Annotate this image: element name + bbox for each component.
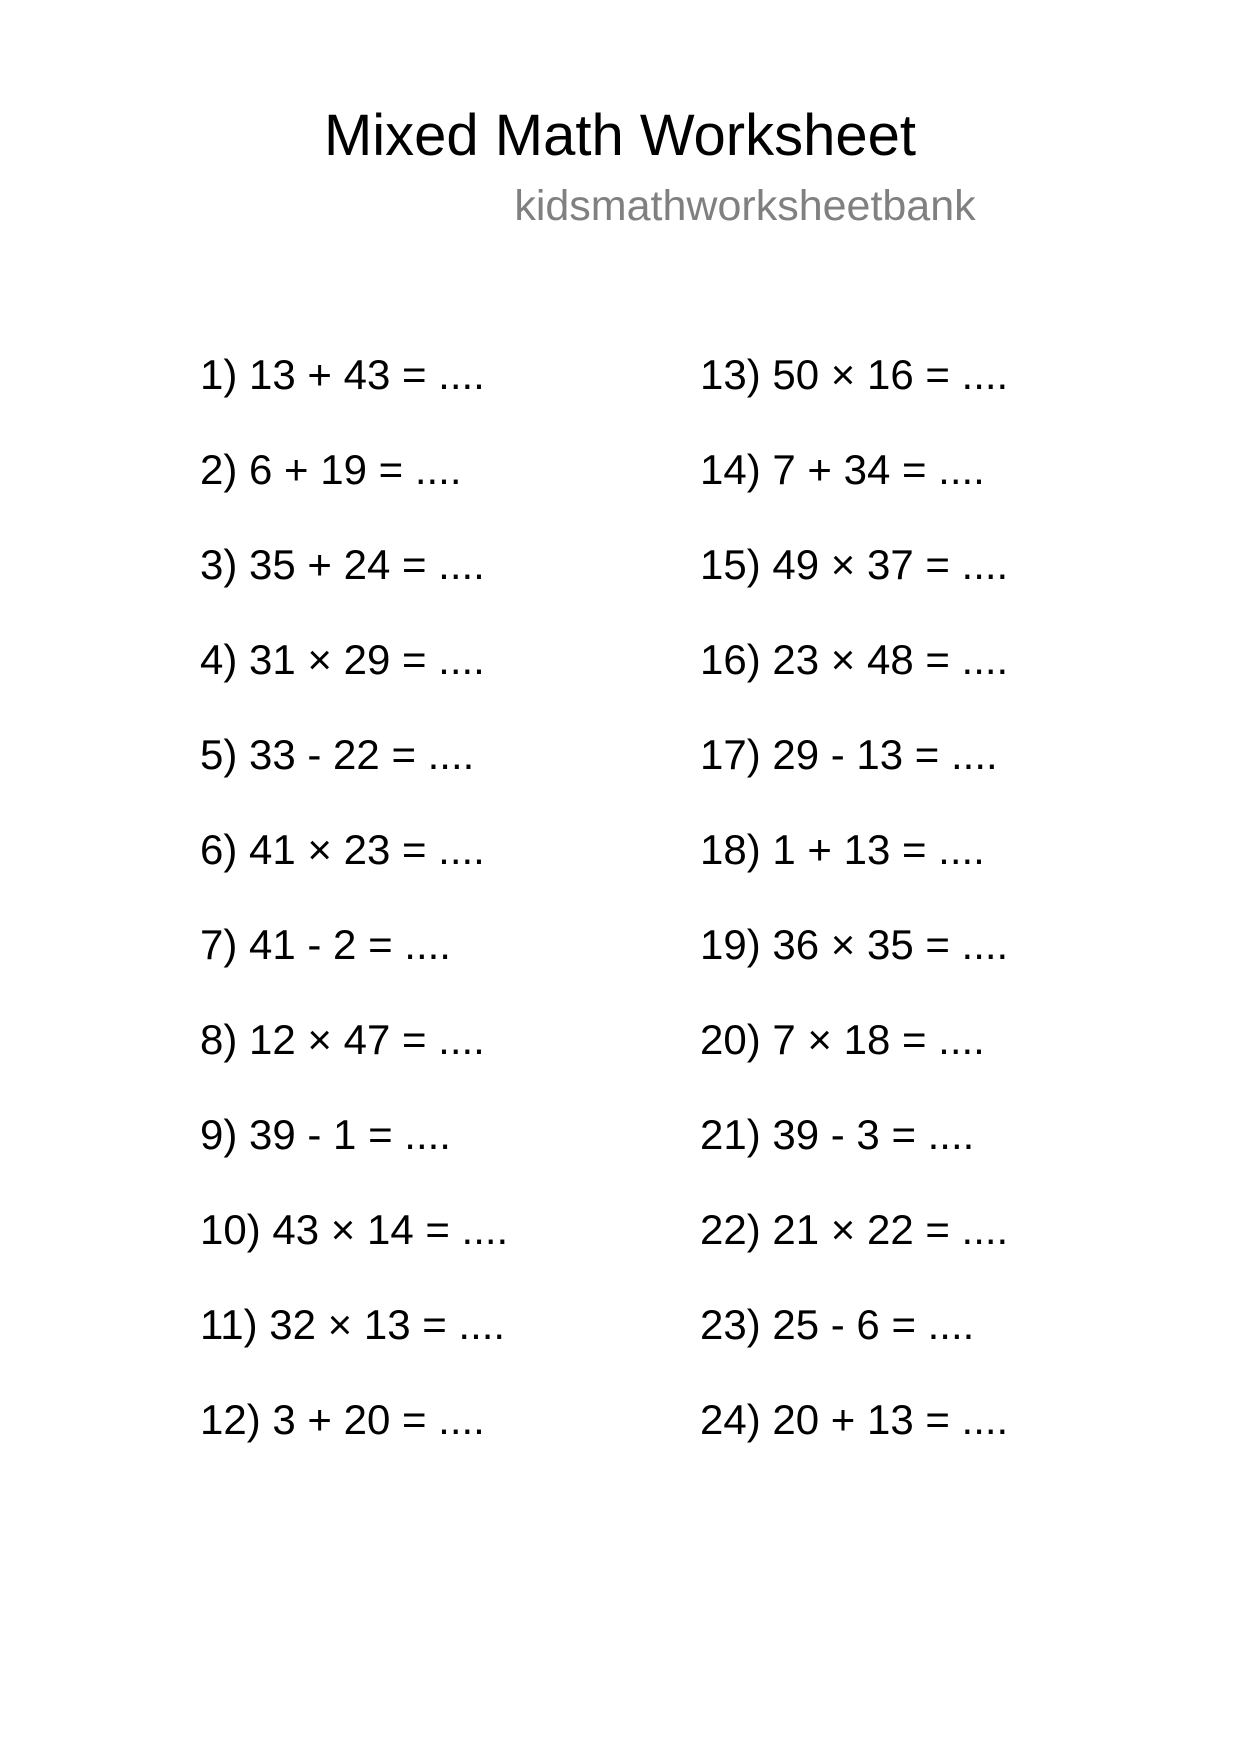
problem-item: 22) 21 × 22 = .... — [700, 1206, 1009, 1253]
problem-item: 4) 31 × 29 = .... — [200, 636, 485, 683]
problem-item: 18) 1 + 13 = .... — [700, 826, 985, 873]
problem-item: 8) 12 × 47 = .... — [200, 1016, 485, 1063]
problem-item: 11) 32 × 13 = .... — [200, 1301, 506, 1348]
problem-item: 10) 43 × 14 = .... — [200, 1206, 509, 1253]
problem-item: 23) 25 - 6 = .... — [700, 1301, 975, 1348]
problem-item: 17) 29 - 13 = .... — [700, 731, 998, 778]
problem-item: 15) 49 × 37 = .... — [700, 541, 1009, 588]
problem-column-left — [200, 350, 700, 1490]
problem-item: 16) 23 × 48 = .... — [700, 636, 1009, 683]
problem-item: 13) 50 × 16 = .... — [700, 351, 1009, 398]
problem-item: 24) 20 + 13 = .... — [700, 1396, 1009, 1443]
page-subtitle: kidsmathworksheetbank — [514, 182, 976, 230]
problem-item: 9) 39 - 1 = .... — [200, 1111, 451, 1158]
problem-item: 3) 35 + 24 = .... — [200, 541, 485, 588]
problem-item: 14) 7 + 34 = .... — [700, 446, 985, 493]
problem-item: 19) 36 × 35 = .... — [700, 921, 1009, 968]
problem-column-right — [700, 350, 1200, 1490]
problem-item: 1) 13 + 43 = .... — [200, 351, 485, 398]
page-title: Mixed Math Worksheet — [323, 103, 917, 168]
problem-item: 12) 3 + 20 = .... — [200, 1396, 485, 1443]
problem-item: 20) 7 × 18 = .... — [700, 1016, 985, 1063]
problem-item: 6) 41 × 23 = .... — [200, 826, 485, 873]
problem-item: 5) 33 - 22 = .... — [200, 731, 475, 778]
problem-item: 21) 39 - 3 = .... — [700, 1111, 975, 1158]
problem-item: 7) 41 - 2 = .... — [200, 921, 451, 968]
problem-item: 2) 6 + 19 = .... — [200, 446, 462, 493]
